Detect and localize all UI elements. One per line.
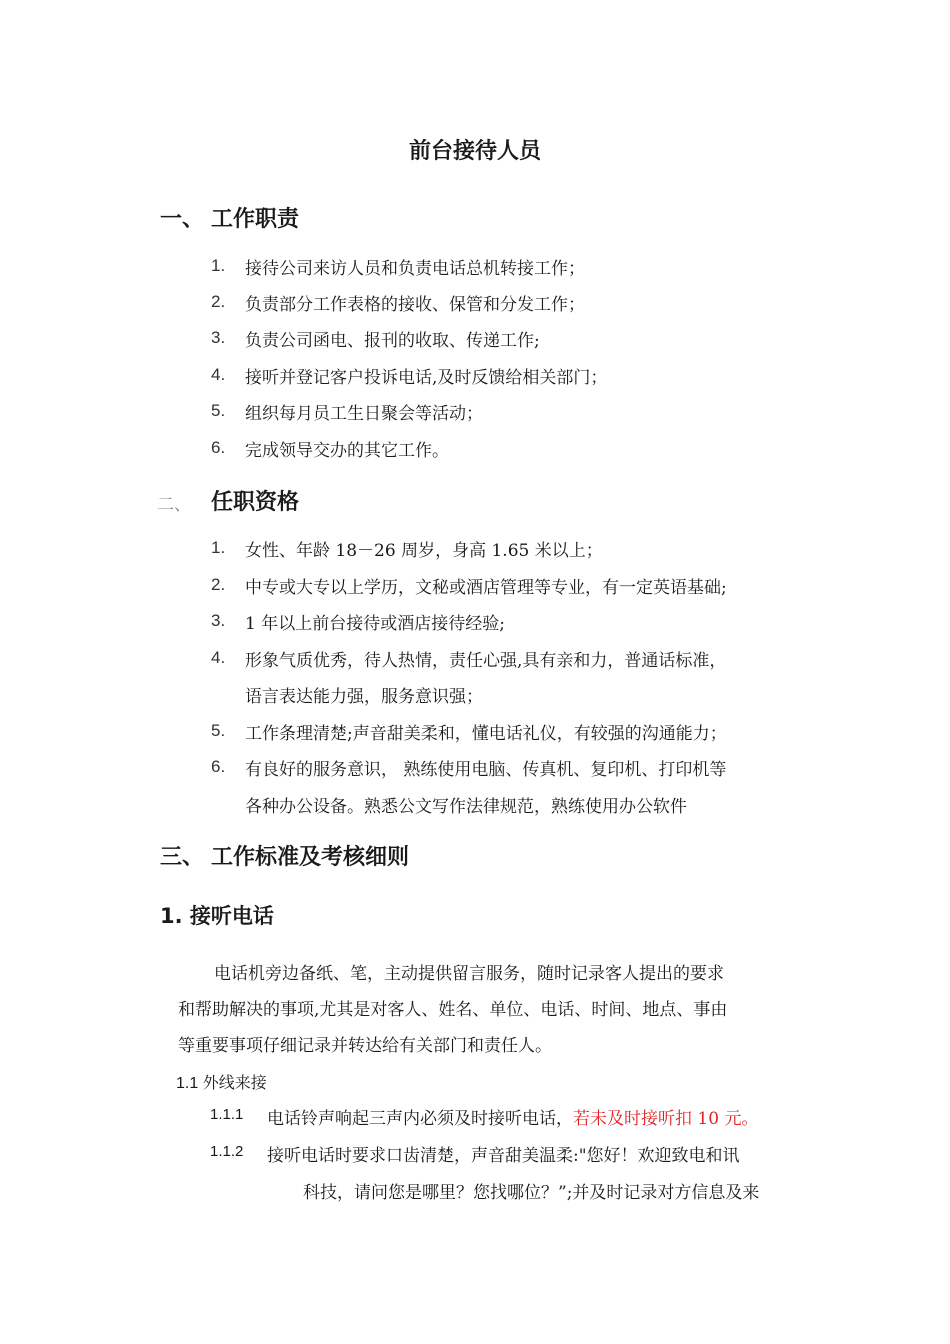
list-item-number: 3. (211, 328, 226, 347)
list-item-number: 3. (211, 611, 226, 630)
list-item-continuation: 语言表达能力强，服务意识强； (245, 687, 483, 707)
rule-penalty-text: 若未及时接听扣 10 元。 (573, 1109, 759, 1129)
list-item: 女性、年龄 18－26 周岁，身高 1.65 米以上； (245, 541, 603, 561)
list-item-number: 6. (211, 757, 226, 776)
section-2-title: 任职资格 (211, 490, 300, 515)
rule-text: 接听电话时要求口齿清楚，声音甜美温柔:"您好！欢迎致电和讯 (267, 1146, 740, 1166)
list-item-number: 2. (211, 575, 226, 594)
list-item: 负责部分工作表格的接收、保管和分发工作； (245, 295, 585, 315)
list-item: 中专或大专以上学历，文秘或酒店管理等专业，有一定英语基础; (245, 578, 727, 598)
list-item-number: 4. (211, 365, 226, 384)
list-item: 负责公司函电、报刊的收取、传递工作; (245, 331, 540, 351)
paragraph-line: 等重要事项仔细记录并转达给有关部门和责任人。 (178, 1036, 552, 1056)
list-item-number: 2. (211, 292, 226, 311)
list-item-number: 5. (211, 401, 226, 420)
rule-number: 1.1.2 (210, 1143, 244, 1160)
list-item: 接听并登记客户投诉电话,及时反馈给相关部门； (245, 368, 608, 388)
list-item: 形象气质优秀，待人热情，责任心强,具有亲和力，普通话标准， (245, 651, 727, 671)
paragraph-line: 和帮助解决的事项,尤其是对客人、姓名、单位、电话、时间、地点、事由 (178, 1000, 728, 1020)
list-item-number: 4. (211, 648, 226, 667)
rule-text-normal: 电话铃声响起三声内必须及时接听电话， (267, 1109, 573, 1129)
section-1-number: 一、 (160, 207, 205, 232)
section-1-title: 工作职责 (211, 207, 300, 232)
list-item-continuation: 各种办公设备。熟悉公文写作法律规范，熟练使用办公软件 (245, 797, 687, 817)
list-item: 工作条理清楚;声音甜美柔和，懂电话礼仪，有较强的沟通能力； (245, 724, 727, 744)
list-item-number: 1. (211, 256, 226, 275)
subsection-heading: 1. 接听电话 (160, 904, 274, 928)
list-item: 组织每月员工生日聚会等活动； (245, 404, 483, 424)
sub-subsection-heading: 1.1 外线来接 (176, 1075, 267, 1092)
list-item-number: 5. (211, 721, 226, 740)
rule-number: 1.1.1 (210, 1106, 244, 1123)
list-item: 接待公司来访人员和负责电话总机转接工作； (245, 259, 585, 279)
list-item: 有良好的服务意识， 熟练使用电脑、传真机、复印机、打印机等 (245, 760, 727, 780)
page-title: 前台接待人员 (408, 139, 541, 164)
section-3-title: 工作标准及考核细则 (211, 845, 410, 870)
section-3-number: 三、 (160, 845, 205, 870)
list-item-number: 1. (211, 538, 226, 557)
section-2-number: 二、 (157, 495, 191, 515)
list-item: 1 年以上前台接待或酒店接待经验; (245, 614, 505, 634)
rule-text-continuation: 科技，请问您是哪里？您找哪位？”;并及时记录对方信息及来 (303, 1183, 760, 1203)
paragraph-line: 电话机旁边备纸、笔，主动提供留言服务，随时记录客人提出的要求 (214, 964, 724, 984)
list-item: 完成领导交办的其它工作。 (245, 441, 449, 461)
list-item-number: 6. (211, 438, 226, 457)
rule-text (267, 1104, 758, 1129)
